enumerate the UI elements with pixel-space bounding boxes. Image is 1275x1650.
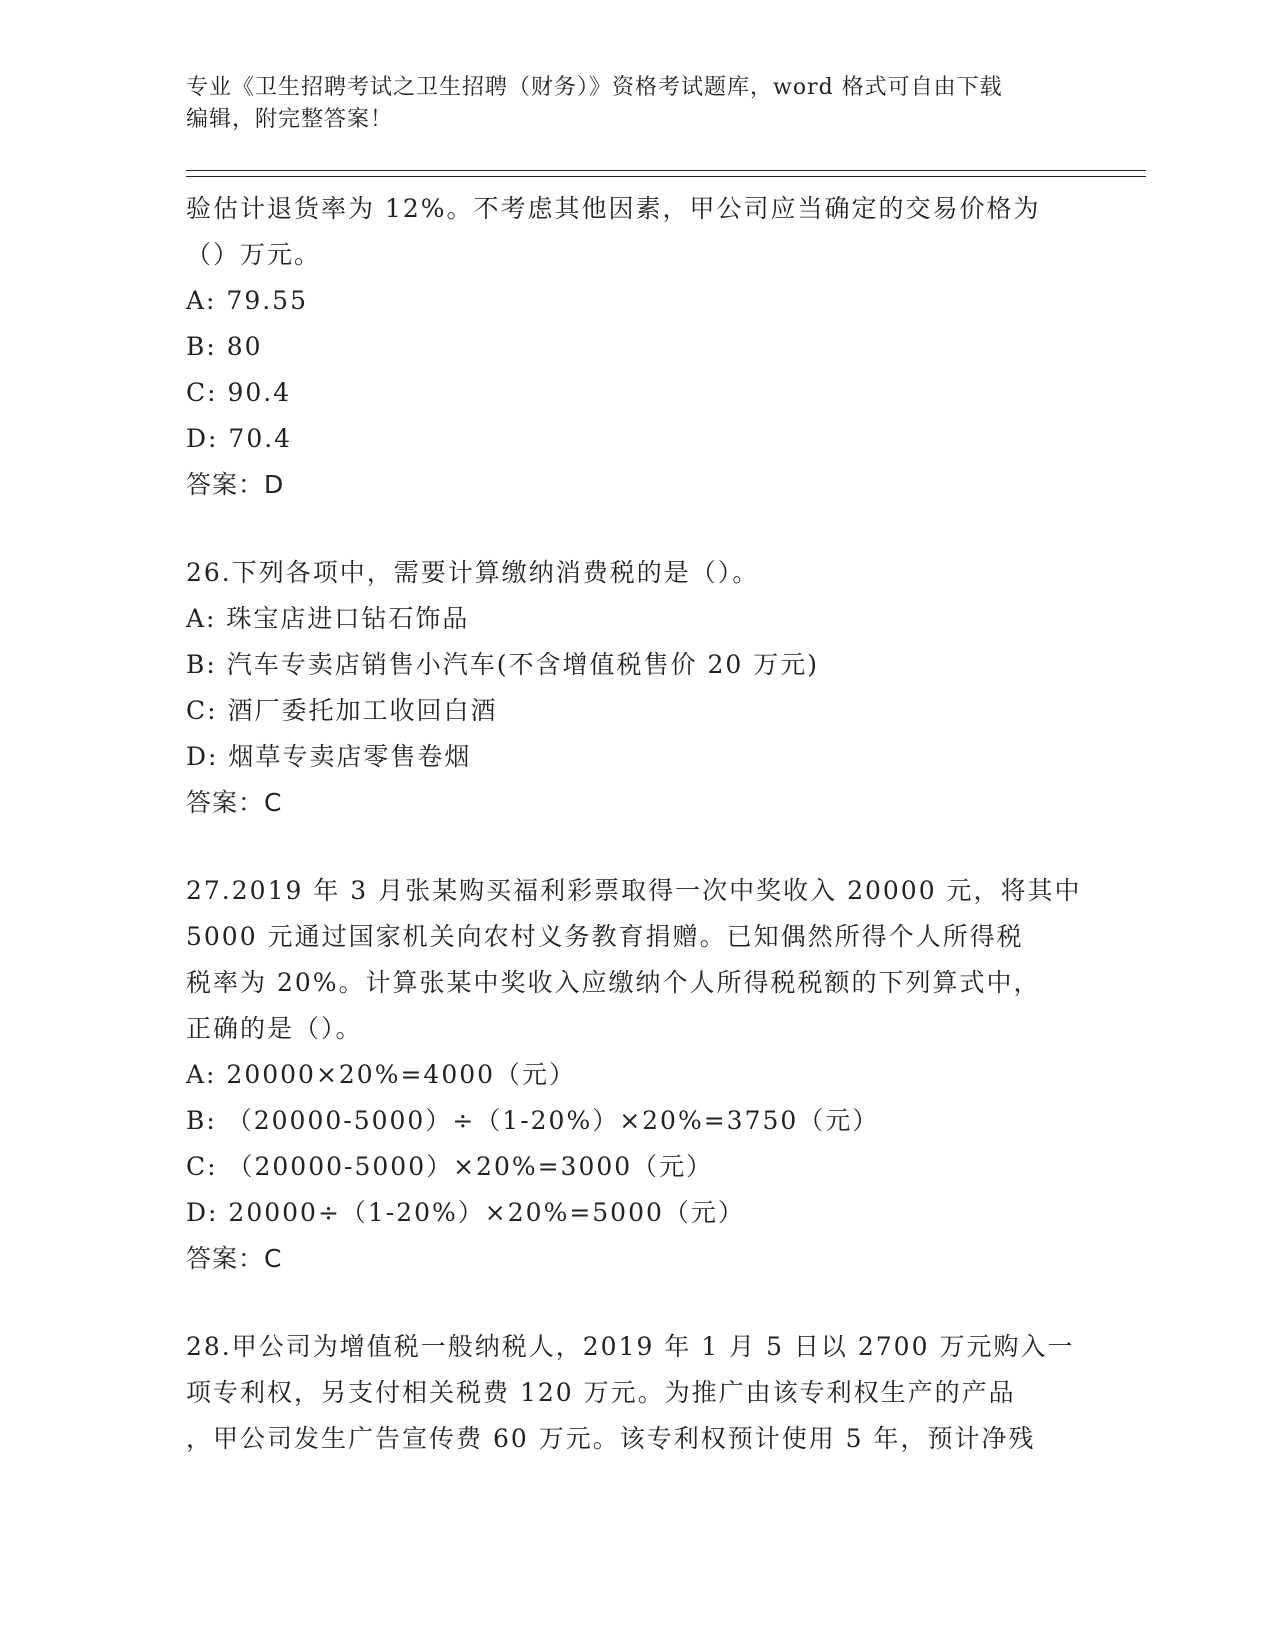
option-c: C: 酒厂委托加工收回白酒 <box>186 696 498 725</box>
option-a: A: 79.55 <box>186 286 308 315</box>
answer: 答案：D <box>186 470 285 499</box>
option-b: B: （20000-5000）÷（1-20%）×20%=3750（元） <box>186 1106 880 1135</box>
option-a: A: 珠宝店进口钻石饰品 <box>186 604 470 633</box>
option-c: C: （20000-5000）×20%=3000（元） <box>186 1152 714 1181</box>
question-stem: （）万元。 <box>186 240 322 269</box>
question-stem: 28.甲公司为增值税一般纳税人，2019 年 1 月 5 日以 2700 万元购入一 <box>186 1332 1075 1361</box>
option-d: D: 20000÷（1-20%）×20%=5000（元） <box>186 1198 745 1227</box>
question-26 <box>186 550 1086 826</box>
option-d: D: 烟草专卖店零售卷烟 <box>186 742 472 771</box>
question-stem: 税率为 20%。计算张某中奖收入应缴纳个人所得税税额的下列算式中， <box>186 968 1041 997</box>
question-stem: 26.下列各项中，需要计算缴纳消费税的是（）。 <box>186 558 760 587</box>
question-stem: 正确的是（）。 <box>186 1014 363 1043</box>
question-stem: 27.2019 年 3 月张某购买福利彩票取得一次中奖收入 20000 元，将其中 <box>186 876 1082 905</box>
header-line-2: 编辑，附完整答案！ <box>186 107 394 132</box>
option-c: C: 90.4 <box>186 378 292 407</box>
option-b: B: 汽车专卖店销售小汽车(不含增值税售价 20 万元) <box>186 650 819 679</box>
answer: 答案：C <box>186 1244 283 1273</box>
question-28 <box>186 1324 1086 1462</box>
header-rule-top <box>186 170 1146 171</box>
question-25 <box>186 186 1086 508</box>
question-content <box>186 186 1086 1462</box>
option-b: B: 80 <box>186 332 263 361</box>
option-d: D: 70.4 <box>186 424 293 453</box>
question-stem: 项专利权，另支付相关税费 120 万元。为推广由该专利权生产的产品 <box>186 1378 1016 1407</box>
question-27 <box>186 868 1086 1282</box>
header-rule-bottom <box>186 176 1146 177</box>
header-line-1: 专业《卫生招聘考试之卫生招聘（财务）》资格考试题库，word 格式可自由下载 <box>186 75 1003 100</box>
question-stem: ，甲公司发生广告宣传费 60 万元。该专利权预计使用 5 年，预计净残 <box>186 1424 1036 1453</box>
question-stem: 验估计退货率为 12%。不考虑其他因素，甲公司应当确定的交易价格为 <box>186 194 1041 223</box>
document-header <box>186 72 1086 136</box>
answer: 答案：C <box>186 788 283 817</box>
option-a: A: 20000×20%=4000（元） <box>186 1060 577 1089</box>
question-stem: 5000 元通过国家机关向农村义务教育捐赠。已知偶然所得个人所得税 <box>186 922 1024 951</box>
